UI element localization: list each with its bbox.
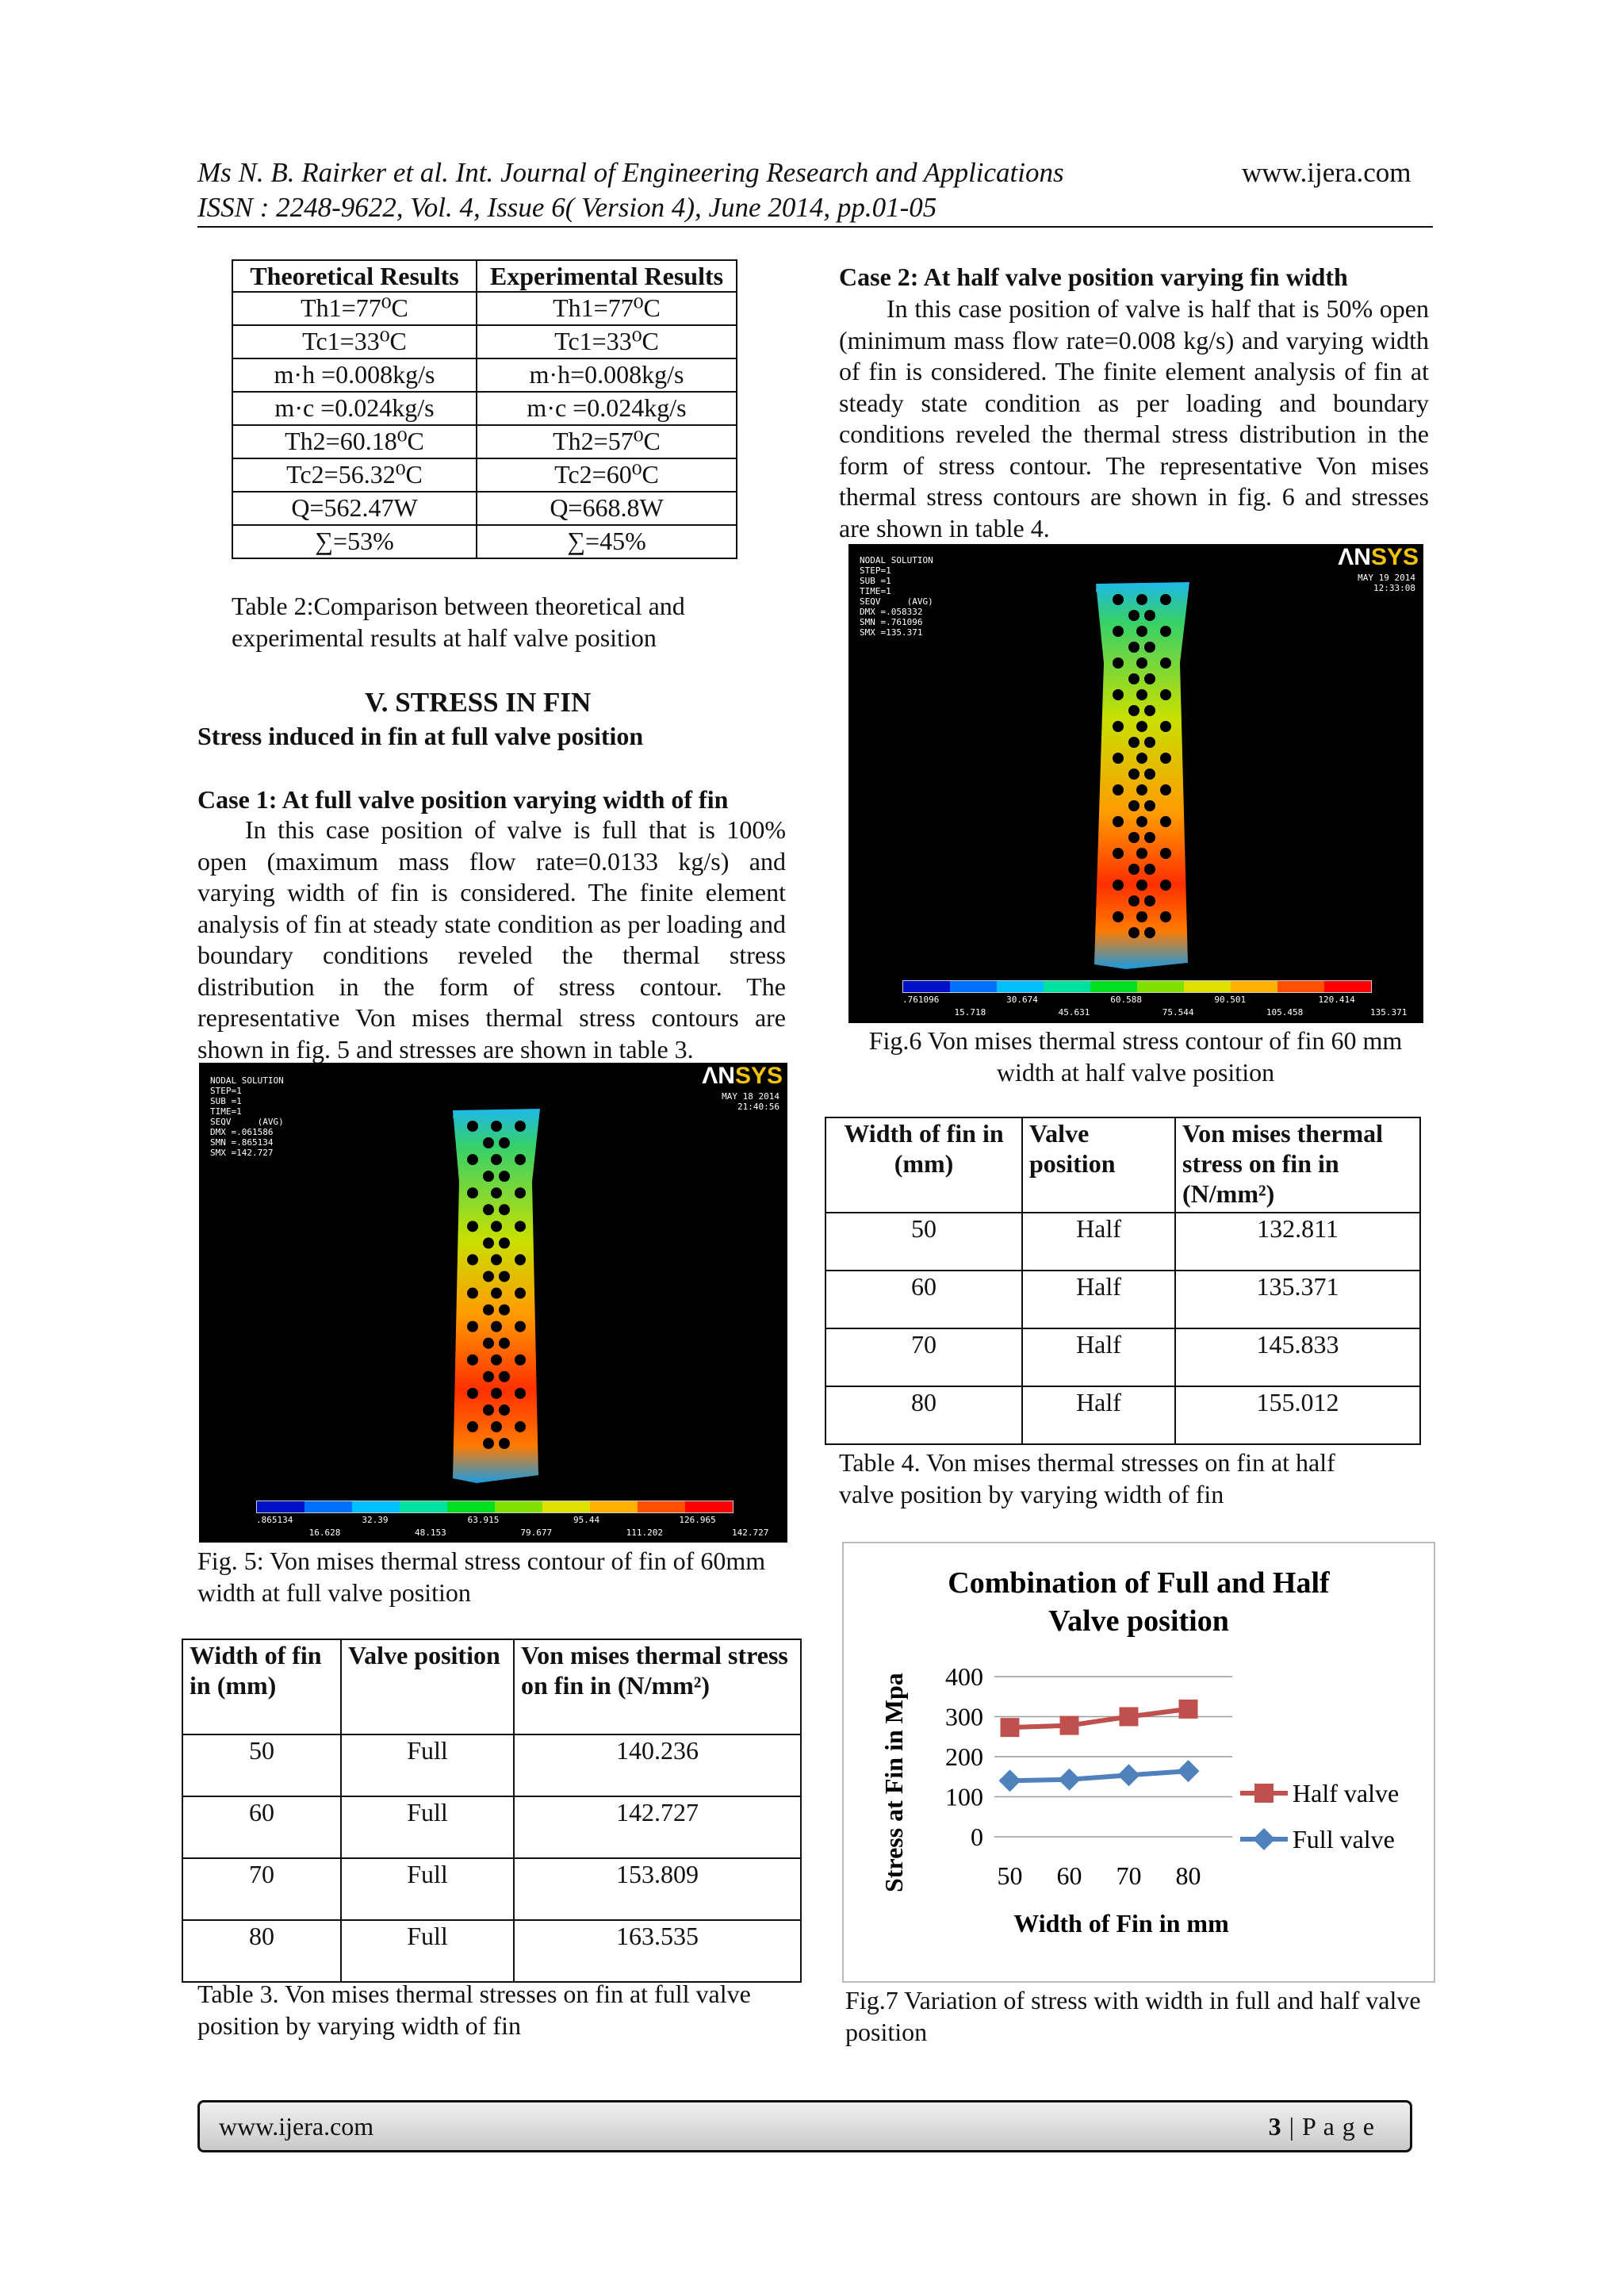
fin-hole bbox=[1160, 657, 1171, 669]
table3-header: Von mises thermal stress on fin in (N/mm²) bbox=[514, 1639, 801, 1734]
table-cell: 153.809 bbox=[514, 1858, 801, 1920]
fin-hole bbox=[467, 1321, 478, 1332]
fin-hole bbox=[1136, 784, 1147, 795]
table2-header: Experimental Results bbox=[477, 260, 737, 292]
table-cell: 80 bbox=[825, 1386, 1022, 1444]
fin-hole bbox=[1113, 911, 1124, 922]
table4-header: Von mises thermal stress on fin in (N/mm²) bbox=[1175, 1117, 1420, 1213]
fin-hole bbox=[515, 1288, 526, 1299]
fin-hole bbox=[515, 1221, 526, 1232]
fin-hole bbox=[499, 1338, 510, 1349]
fin-hole bbox=[1136, 657, 1147, 669]
fin-hole bbox=[491, 1288, 502, 1299]
fin-hole bbox=[491, 1355, 502, 1366]
fin-hole bbox=[1136, 848, 1147, 859]
fig5-ansys-contour bbox=[199, 1063, 787, 1543]
table4 bbox=[825, 1117, 1421, 1445]
chart-y-tick: 400 bbox=[945, 1662, 983, 1691]
table-cell: 142.727 bbox=[514, 1796, 801, 1858]
table-cell: Th1=77⁰C bbox=[232, 292, 477, 325]
legend-value-top: 32.39 bbox=[362, 1515, 389, 1525]
fin-hole bbox=[499, 1237, 510, 1248]
legend-value-bottom: 75.544 bbox=[1162, 1007, 1194, 1018]
fin-hole bbox=[1113, 816, 1124, 827]
table-row bbox=[825, 1271, 1420, 1328]
chart-y-tick: 200 bbox=[945, 1742, 983, 1771]
fin-hole bbox=[467, 1388, 478, 1399]
table-row bbox=[825, 1328, 1420, 1386]
table-cell: Th2=60.18⁰C bbox=[232, 425, 477, 458]
footer-page-number: 3 | P a g e bbox=[1268, 2112, 1375, 2141]
table-cell: 70 bbox=[825, 1328, 1022, 1386]
fin-hole bbox=[483, 1137, 494, 1148]
table3-header: Valve position bbox=[341, 1639, 514, 1734]
fig6-ansys-logo: ΛNSYS bbox=[1338, 544, 1419, 570]
fin-hole bbox=[1144, 642, 1155, 653]
fig7-chart bbox=[844, 1543, 1434, 1981]
table-cell: Full bbox=[341, 1858, 514, 1920]
fin-hole bbox=[1136, 594, 1147, 605]
fin-hole bbox=[499, 1405, 510, 1416]
fin-hole bbox=[1160, 816, 1171, 827]
table-cell: 60 bbox=[825, 1271, 1022, 1328]
fin-hole bbox=[1128, 705, 1139, 716]
header-website[interactable]: www.ijera.com bbox=[1242, 157, 1411, 188]
fin-hole bbox=[515, 1121, 526, 1132]
fin-hole bbox=[1136, 911, 1147, 922]
fin-hole bbox=[467, 1221, 478, 1232]
chart-y-tick: 0 bbox=[971, 1823, 983, 1851]
table3 bbox=[182, 1639, 802, 1983]
fin-hole bbox=[499, 1204, 510, 1215]
table-row bbox=[232, 458, 737, 492]
fin-hole bbox=[1144, 832, 1155, 843]
header-issn: ISSN : 2248-9622, Vol. 4, Issue 6( Version 4), June 2014, pp.01-05 bbox=[197, 192, 937, 223]
header-journal: Ms N. B. Rairker et al. Int. Journal of Engineering Research and Applications bbox=[197, 157, 1064, 188]
fin-hole bbox=[1144, 737, 1155, 748]
fin-hole bbox=[483, 1371, 494, 1382]
fin-hole bbox=[1113, 848, 1124, 859]
fin-hole bbox=[515, 1388, 526, 1399]
fin-hole bbox=[499, 1438, 510, 1449]
chart-point bbox=[1001, 1718, 1020, 1737]
fin-hole bbox=[1113, 626, 1124, 637]
fin-hole bbox=[1128, 673, 1139, 684]
table-cell: m·h=0.008kg/s bbox=[477, 358, 737, 392]
fin-hole bbox=[1144, 800, 1155, 811]
fin-hole bbox=[1113, 657, 1124, 669]
fin-hole bbox=[1160, 721, 1171, 732]
table-row bbox=[825, 1386, 1420, 1444]
legend-value-bottom: 45.631 bbox=[1058, 1007, 1090, 1018]
fig5-fin-contour bbox=[199, 1063, 787, 1543]
case1-paragraph: In this case position of valve is full that is 100% open (maximum mass flow rate=0.0133 kg/s) and varying width of fin is considered. The finite element analysis of fin at steady state condition as per loading and boundary conditions reveled the thermal stress distribution in the form of stress contour. The representative Von mises thermal stress contours are shown in fig. 5 and stresses are shown in table 3. bbox=[197, 815, 786, 1064]
chart-legend-marker bbox=[1253, 1828, 1275, 1850]
table-cell: Q=668.8W bbox=[477, 492, 737, 525]
fin-hole bbox=[1128, 610, 1139, 621]
footer-website[interactable]: www.ijera.com bbox=[219, 2112, 374, 2141]
table-cell: 145.833 bbox=[1175, 1328, 1420, 1386]
fin-hole bbox=[499, 1171, 510, 1182]
chart-point bbox=[1179, 1700, 1198, 1719]
table-cell: m·c =0.024kg/s bbox=[232, 392, 477, 425]
table-cell: Full bbox=[341, 1796, 514, 1858]
table-cell: m·c =0.024kg/s bbox=[477, 392, 737, 425]
table-cell: Half bbox=[1022, 1386, 1175, 1444]
table4-header: Width of fin in (mm) bbox=[825, 1117, 1022, 1213]
fin-hole bbox=[1113, 721, 1124, 732]
fig6-fin-contour bbox=[848, 544, 1423, 1023]
fin-hole bbox=[467, 1288, 478, 1299]
fin-hole bbox=[1160, 880, 1171, 891]
fin-hole bbox=[491, 1221, 502, 1232]
fin-hole bbox=[1136, 753, 1147, 764]
fin-hole bbox=[1113, 689, 1124, 700]
chart-point bbox=[1178, 1760, 1200, 1782]
fig6-ansys-contour bbox=[848, 544, 1423, 1023]
fin-hole bbox=[483, 1405, 494, 1416]
table4-header: Valve position bbox=[1022, 1117, 1175, 1213]
fin-hole bbox=[483, 1237, 494, 1248]
table-cell: m·h =0.008kg/s bbox=[232, 358, 477, 392]
case2-heading: Case 2: At half valve position varying fin width bbox=[839, 263, 1348, 291]
fin-hole bbox=[1160, 689, 1171, 700]
table-cell: 140.236 bbox=[514, 1734, 801, 1796]
chart-title: Combination of Full and Half bbox=[948, 1566, 1330, 1600]
table-cell: Half bbox=[1022, 1328, 1175, 1386]
fin-hole bbox=[1160, 753, 1171, 764]
fin-hole bbox=[483, 1204, 494, 1215]
chart-y-tick: 100 bbox=[945, 1782, 983, 1811]
table2-header: Theoretical Results bbox=[232, 260, 477, 292]
table-cell: Th2=57⁰C bbox=[477, 425, 737, 458]
table-cell: 135.371 bbox=[1175, 1271, 1420, 1328]
fig5-color-legend bbox=[256, 1501, 733, 1513]
fin-hole bbox=[499, 1371, 510, 1382]
fin-hole bbox=[1160, 784, 1171, 795]
fin-hole bbox=[491, 1121, 502, 1132]
legend-value-top: 63.915 bbox=[467, 1515, 500, 1525]
table-cell: Tc1=33⁰C bbox=[232, 325, 477, 358]
table-row bbox=[232, 358, 737, 392]
table-row bbox=[232, 392, 737, 425]
legend-value-bottom: 135.371 bbox=[1370, 1007, 1408, 1018]
section-heading: V. STRESS IN FIN bbox=[365, 687, 592, 718]
fin-hole bbox=[1136, 689, 1147, 700]
fig6-color-legend bbox=[902, 980, 1372, 993]
table-cell: 60 bbox=[182, 1796, 341, 1858]
fin-hole bbox=[491, 1321, 502, 1332]
table-cell: 70 bbox=[182, 1858, 341, 1920]
fig7-chart-frame bbox=[842, 1542, 1435, 1983]
legend-value-top: 60.588 bbox=[1110, 995, 1142, 1005]
table-cell: Tc2=56.32⁰C bbox=[232, 458, 477, 492]
legend-value-bottom: 16.628 bbox=[308, 1527, 341, 1538]
fin-hole bbox=[515, 1355, 526, 1366]
table-cell: Th1=77⁰C bbox=[477, 292, 737, 325]
fin-hole bbox=[499, 1271, 510, 1282]
fig5-info: NODAL SOLUTION STEP=1 SUB =1 TIME=1 SEQV (AVG) DMX =.061586 SMN =.865134 SMX =142.727 bbox=[210, 1075, 284, 1158]
fin-hole bbox=[1136, 880, 1147, 891]
table-row bbox=[182, 1734, 801, 1796]
fin-hole bbox=[467, 1121, 478, 1132]
fin-hole bbox=[491, 1388, 502, 1399]
fin-hole bbox=[1160, 848, 1171, 859]
table-cell: Tc2=60⁰C bbox=[477, 458, 737, 492]
table-row bbox=[182, 1796, 801, 1858]
fin-hole bbox=[1128, 737, 1139, 748]
chart-x-label: Width of Fin in mm bbox=[1013, 1909, 1229, 1938]
fin-hole bbox=[515, 1254, 526, 1265]
table2-caption: Table 2:Comparison between theoretical and experimental results at half valve position bbox=[232, 592, 685, 652]
table-cell: ∑=53% bbox=[232, 525, 477, 558]
fin-hole bbox=[1144, 705, 1155, 716]
table2 bbox=[232, 259, 737, 559]
legend-value-top: .761096 bbox=[902, 995, 940, 1005]
fin-hole bbox=[467, 1187, 478, 1198]
table-row bbox=[182, 1920, 801, 1982]
fin-hole bbox=[483, 1171, 494, 1182]
header-rule bbox=[197, 226, 1433, 228]
table-cell: ∑=45% bbox=[477, 525, 737, 558]
fig6-date: MAY 19 2014 12:33:08 bbox=[1358, 573, 1415, 593]
table-row bbox=[232, 525, 737, 558]
legend-value-top: 30.674 bbox=[1006, 995, 1038, 1005]
chart-point bbox=[1059, 1769, 1081, 1791]
fin-hole bbox=[515, 1154, 526, 1165]
table-row bbox=[232, 325, 737, 358]
table4-caption: Table 4. Von mises thermal stresses on fin at half valve position by varying width of fin bbox=[839, 1448, 1335, 1508]
chart-series-line bbox=[1010, 1771, 1189, 1780]
legend-value-top: 95.44 bbox=[573, 1515, 600, 1525]
fin-hole bbox=[515, 1187, 526, 1198]
fin-hole bbox=[1128, 864, 1139, 875]
legend-value-bottom: 15.718 bbox=[954, 1007, 986, 1018]
fin-hole bbox=[1160, 626, 1171, 637]
fin-hole bbox=[483, 1438, 494, 1449]
fin-hole bbox=[1128, 832, 1139, 843]
table-row bbox=[182, 1858, 801, 1920]
chart-legend-marker bbox=[1254, 1784, 1274, 1803]
fin-hole bbox=[515, 1321, 526, 1332]
table-row bbox=[232, 492, 737, 525]
table-row bbox=[825, 1213, 1420, 1271]
table-cell: 155.012 bbox=[1175, 1386, 1420, 1444]
table-cell: Q=562.47W bbox=[232, 492, 477, 525]
chart-legend-label: Full valve bbox=[1293, 1825, 1395, 1853]
fin-hole bbox=[491, 1154, 502, 1165]
fin-hole bbox=[491, 1254, 502, 1265]
section-subheading: Stress induced in fin at full valve position bbox=[197, 722, 644, 750]
table3-caption: Table 3. Von mises thermal stresses on fin at full valve position by varying width of fin bbox=[197, 1980, 751, 2040]
chart-legend-label: Half valve bbox=[1293, 1779, 1400, 1807]
legend-value-bottom: 105.458 bbox=[1266, 1007, 1304, 1018]
fin-hole bbox=[1136, 626, 1147, 637]
fig5-date: MAY 18 2014 21:40:56 bbox=[722, 1091, 779, 1112]
fin-hole bbox=[499, 1137, 510, 1148]
fig5-ansys-logo: ΛNSYS bbox=[702, 1063, 783, 1089]
table-row bbox=[232, 292, 737, 325]
fin-hole bbox=[1128, 800, 1139, 811]
legend-value-bottom: 111.202 bbox=[626, 1527, 664, 1538]
fin-hole bbox=[1144, 769, 1155, 780]
fin-hole bbox=[467, 1154, 478, 1165]
legend-value-top: .865134 bbox=[256, 1515, 293, 1525]
fig7-caption: Fig.7 Variation of stress with width in full and half valve position bbox=[845, 1986, 1421, 2046]
fin-hole bbox=[1144, 895, 1155, 907]
chart-point bbox=[999, 1769, 1021, 1792]
fin-hole bbox=[1144, 864, 1155, 875]
fin-hole bbox=[1128, 927, 1139, 938]
table-row bbox=[232, 425, 737, 458]
fin-hole bbox=[467, 1355, 478, 1366]
fin-hole bbox=[1113, 880, 1124, 891]
table-cell: Full bbox=[341, 1920, 514, 1982]
fin-hole bbox=[483, 1338, 494, 1349]
chart-y-tick: 300 bbox=[945, 1702, 983, 1731]
fin-hole bbox=[1144, 610, 1155, 621]
legend-value-top: 126.965 bbox=[679, 1515, 716, 1525]
fin-hole bbox=[1144, 673, 1155, 684]
table-cell: Half bbox=[1022, 1213, 1175, 1271]
chart-y-label: Stress at Fin in Mpa bbox=[879, 1673, 908, 1892]
table-cell: 80 bbox=[182, 1920, 341, 1982]
fig6-caption: Fig.6 Von mises thermal stress contour of fin 60 mm width at half valve position bbox=[868, 1026, 1403, 1087]
table-cell: Half bbox=[1022, 1271, 1175, 1328]
fin-hole bbox=[491, 1421, 502, 1432]
chart-series-line bbox=[1010, 1709, 1189, 1727]
chart-x-tick: 80 bbox=[1175, 1861, 1201, 1890]
case1-heading: Case 1: At full valve position varying width of fin bbox=[197, 785, 729, 814]
table-cell: 50 bbox=[182, 1734, 341, 1796]
page-footer bbox=[197, 2100, 1412, 2152]
fig6-info: NODAL SOLUTION STEP=1 SUB =1 TIME=1 SEQV (AVG) DMX =.058332 SMN =.761096 SMX =135.371 bbox=[860, 555, 933, 638]
fin-hole bbox=[1136, 816, 1147, 827]
fin-hole bbox=[1136, 721, 1147, 732]
chart-point bbox=[1060, 1716, 1079, 1735]
fin-hole bbox=[491, 1187, 502, 1198]
chart-x-tick: 70 bbox=[1116, 1861, 1142, 1890]
legend-value-top: 120.414 bbox=[1318, 995, 1355, 1005]
legend-value-bottom: 79.677 bbox=[520, 1527, 553, 1538]
fin-hole bbox=[1113, 594, 1124, 605]
fin-hole bbox=[1113, 753, 1124, 764]
legend-value-top: 90.501 bbox=[1214, 995, 1247, 1005]
fin-hole bbox=[1144, 927, 1155, 938]
fin-hole bbox=[499, 1305, 510, 1316]
fig5-caption: Fig. 5: Von mises thermal stress contour of fin of 60mm width at full valve position bbox=[197, 1547, 766, 1607]
legend-value-bottom: 142.727 bbox=[732, 1527, 769, 1538]
chart-point bbox=[1120, 1708, 1139, 1727]
table-cell: 50 bbox=[825, 1213, 1022, 1271]
chart-title: Valve position bbox=[1048, 1604, 1229, 1638]
fin-hole bbox=[467, 1254, 478, 1265]
fin-hole bbox=[1160, 911, 1171, 922]
table-cell: Full bbox=[341, 1734, 514, 1796]
fin-hole bbox=[1160, 594, 1171, 605]
table-cell: Tc1=33⁰C bbox=[477, 325, 737, 358]
fin-hole bbox=[467, 1421, 478, 1432]
fin-hole bbox=[515, 1421, 526, 1432]
table3-header: Width of fin in (mm) bbox=[182, 1639, 341, 1734]
fin-hole bbox=[1128, 642, 1139, 653]
fin-hole bbox=[483, 1305, 494, 1316]
chart-point bbox=[1118, 1764, 1140, 1786]
table-cell: 163.535 bbox=[514, 1920, 801, 1982]
table-cell: 132.811 bbox=[1175, 1213, 1420, 1271]
fin-hole bbox=[1113, 784, 1124, 795]
legend-value-bottom: 48.153 bbox=[415, 1527, 446, 1538]
case2-paragraph: In this case position of valve is half that is 50% open (minimum mass flow rate=0.008 kg/s) and varying width of fin is considered. The finite element analysis of fin at steady state condition as per loading and boundary conditions reveled the thermal stress distribution in the form of stress contour. The representative Von mises thermal stress contours are shown in fig. 6 and stresses are shown in table 4. bbox=[839, 294, 1429, 542]
fin-hole bbox=[483, 1271, 494, 1282]
fin-hole bbox=[1128, 895, 1139, 907]
chart-x-tick: 60 bbox=[1056, 1861, 1082, 1890]
chart-x-tick: 50 bbox=[997, 1861, 1023, 1890]
fin-hole bbox=[1128, 769, 1139, 780]
